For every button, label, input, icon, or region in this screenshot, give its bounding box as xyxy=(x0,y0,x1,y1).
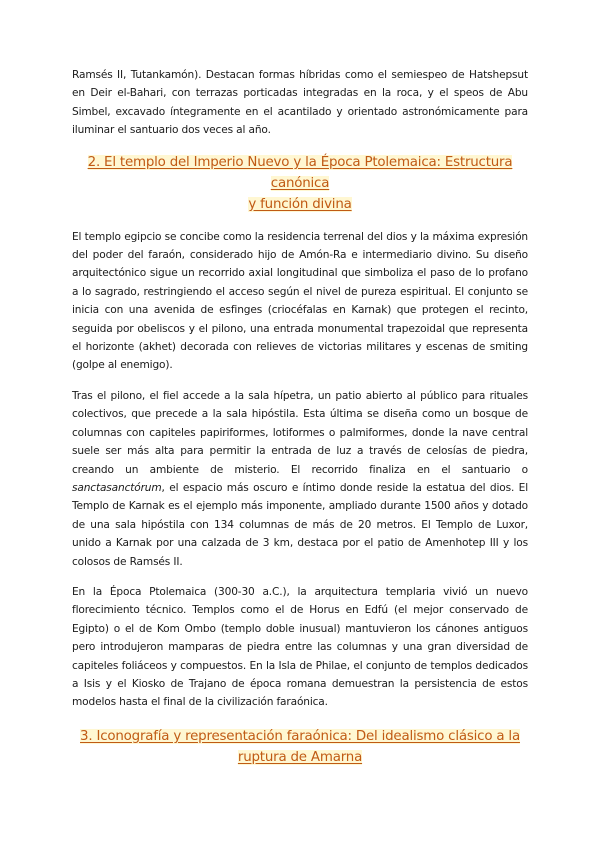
sanctasanctorum-term: sanctasanctórum xyxy=(72,481,162,494)
section-3-heading-line2: ruptura de Amarna xyxy=(237,749,363,765)
section-2-heading xyxy=(72,152,528,215)
page-content xyxy=(72,66,528,781)
section-2-paragraph-3: En la Época Ptolemaica (300-30 a.C.), la arquitectura templaria vivió un nuevo florecimiento técnico. Templos como el de Horus en Edfú (el mejor conservado de Egipto) o el de Kom Ombo (templo doble inusual) mantuvieron los cánones antiguos pero introdujeron mamparas de piedra entre las columnas y una gran diversidad de capiteles foliáceos y compuestos. En la Isla de Philae, el conjunto de templos dedicados a Isis y el Kiosko de Trajano de época romana demuestran la persistencia de estos modelos hasta el final de la civilización faraónica. xyxy=(72,585,528,709)
section-2-paragraph-2 xyxy=(72,387,528,571)
paragraph-2-text-a: Tras el pilono, el fiel accede a la sala hípetra, un patio abierto al público para rituales colectivos, que precede a la sala hipóstila. Esta última se diseña como un bosque de columnas con capiteles papiriformes, lotiformes o palmiformes, donde la nave central suele ser más alta para permitir la entrada de luz a través de celosías de piedra, creando un ambiente de misterio. El recorrido finaliza en el santuario o xyxy=(72,389,528,476)
section-2-heading-line1: 2. El templo del Imperio Nuevo y la Época Ptolemaica: Estructura canónica xyxy=(87,154,513,191)
section-3-heading xyxy=(72,726,528,768)
section-2-heading-line2: y función divina xyxy=(248,196,352,212)
intro-paragraph: Ramsés II, Tutankamón). Destacan formas híbridas como el semiespeo de Hatshepsut en Deir el-Bahari, con terrazas porticadas integradas en la roca, y el speos de Abu Simbel, excavado íntegramente en el acantilado y orientado astronómicamente para iluminar el santuario dos veces al año. xyxy=(72,69,528,137)
section-2-paragraph-1: El templo egipcio se concibe como la residencia terrenal del dios y la máxima expresión del poder del faraón, considerado hijo de Amón-Ra e intermediario divino. Su diseño arquitectónico sigue un recorrido axial longitudinal que simboliza el paso de lo profano a lo sagrado, restringiendo el acceso según el nivel de pureza espiritual. El conjunto se inicia con una avenida de esfinges (criocéfalas en Karnak) que protegen el recinto, seguida por obeliscos y el pilono, una entrada monumental trapezoidal que representa el horizonte (akhet) decorada con relieves de victorias militares y escenas de smiting (golpe al enemigo). xyxy=(72,230,528,372)
section-3-heading-line1: 3. Iconografía y representación faraónica: Del idealismo clásico a la xyxy=(80,728,520,744)
paragraph-2-text-b: , el espacio más oscuro e íntimo donde reside la estatua del dios. El Templo de Karnak es el ejemplo más imponente, ampliado durante 1500 años y dotado de una sala hipóstila con 134 columnas de más de 20 metros. El Templo de Luxor, unido a Karnak por una calzada de 3 km, destaca por el patio de Amenhotep III y los colosos de Ramsés II. xyxy=(72,481,528,568)
